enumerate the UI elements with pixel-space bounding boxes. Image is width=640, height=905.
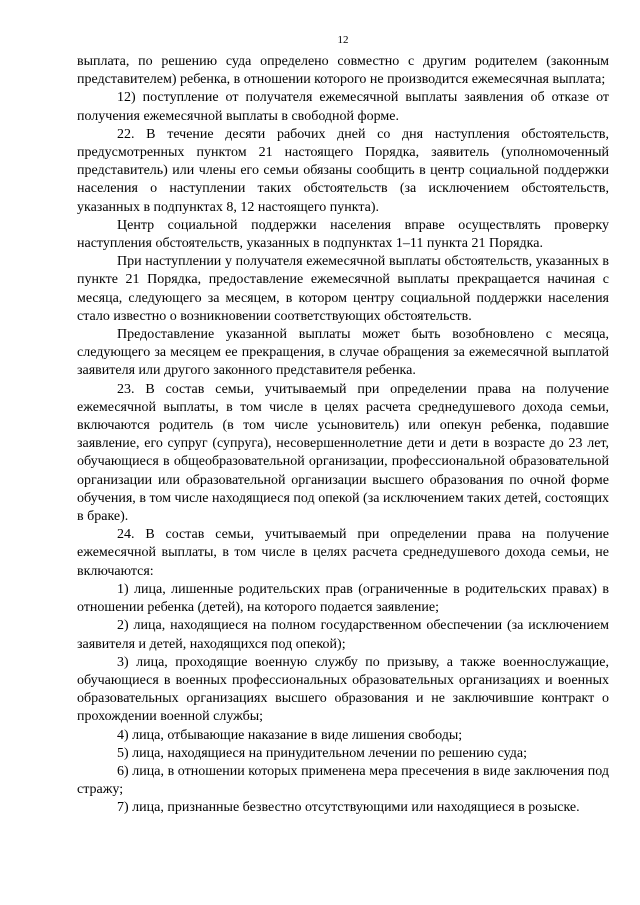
paragraph-verification: Центр социальной поддержки населения вправе осуществлять проверку наступления обстоятельств, указанных в подпунктах 1–11 пункта 21 Порядка. [77,217,609,252]
paragraph-termination: При наступлении у получателя ежемесячной выплаты обстоятельств, указанных в пункте 21 Порядка, предоставление ежемесячной выплаты прекращается начиная с месяца, следующего за месяцем, в котором центру социальной поддержки населения стало известно о возникновении соответствующих обстоятельств. [77,254,609,324]
list-item-7: 7) лица, признанные безвестно отсутствующими или находящиеся в розыске. [117,800,580,816]
list-item-5: 5) лица, находящиеся на принудительном лечении по решению суда; [117,745,527,761]
paragraph-clause-23: 23. В состав семьи, учитываемый при определении права на получение ежемесячной выплаты, в том числе в целях расчета среднедушевого дохода семьи, включаются родитель (в том числе усыновитель) или опекун ребенка, подавшие заявление, его супруг (супруга), несовершеннолетние дети и дети в возрасте до 23 лет, обучающиеся в общеобразовательной организации, профессиональной образовательной организации или образовательной организации высшего образования по очной форме обучения, в том числе находящиеся под опекой (за исключением таких детей, состоящих в браке). [77,381,609,525]
paragraph-continuation: выплата, по решению суда определено совместно с другим родителем (законным представителем) ребенка, в отношении которого не производится ежемесячная выплата; [77,54,609,88]
paragraph-clause-22: 22. В течение десяти рабочих дней со дня наступления обстоятельств, предусмотренных пунктом 21 настоящего Порядка, заявитель (уполномоченный представитель) или члены его семьи обязаны сообщить в центр социальной поддержки населения о наступлении таких обстоятельств (за исключением обстоятельств, указанных в подпунктах 8, 12 настоящего пункта). [77,126,609,215]
list-item-3: 3) лица, проходящие военную службу по призыву, а также военнослужащие, обучающиеся в военных профессиональных образовательных организациях и военных образовательных организациях высшего образования и не заключившие контракт о прохождении военной службы; [77,654,609,725]
list-item-6: 6) лица, в отношении которых применена мера пресечения в виде заключения под стражу; [77,763,609,798]
page-number: 12 [337,34,349,46]
list-item-1: 1) лица, лишенные родительских прав (ограниченные в родительских правах) в отношении ребенка (детей), на которого подается заявление; [77,581,609,616]
list-item-4: 4) лица, отбывающие наказание в виде лишения свободы; [117,727,463,743]
document-body [77,53,609,818]
paragraph-clause-24: 24. В состав семьи, учитываемый при определении права на получение ежемесячной выплаты, в том числе в целях расчета среднедушевого дохода семьи, не включаются: [77,527,609,579]
paragraph-resumption: Предоставление указанной выплаты может быть возобновлено с месяца, следующего за месяцем ее прекращения, в случае обращения за ежемесячной выплатой заявителя или другого законного представителя ребенка. [77,327,609,379]
paragraph-subitem-12: 12) поступление от получателя ежемесячной выплаты заявления об отказе от получения ежемесячной выплаты в свободной форме. [77,90,609,124]
list-item-2: 2) лица, находящиеся на полном государственном обеспечении (за исключением заявителя и детей, находящихся под опекой); [77,618,609,652]
